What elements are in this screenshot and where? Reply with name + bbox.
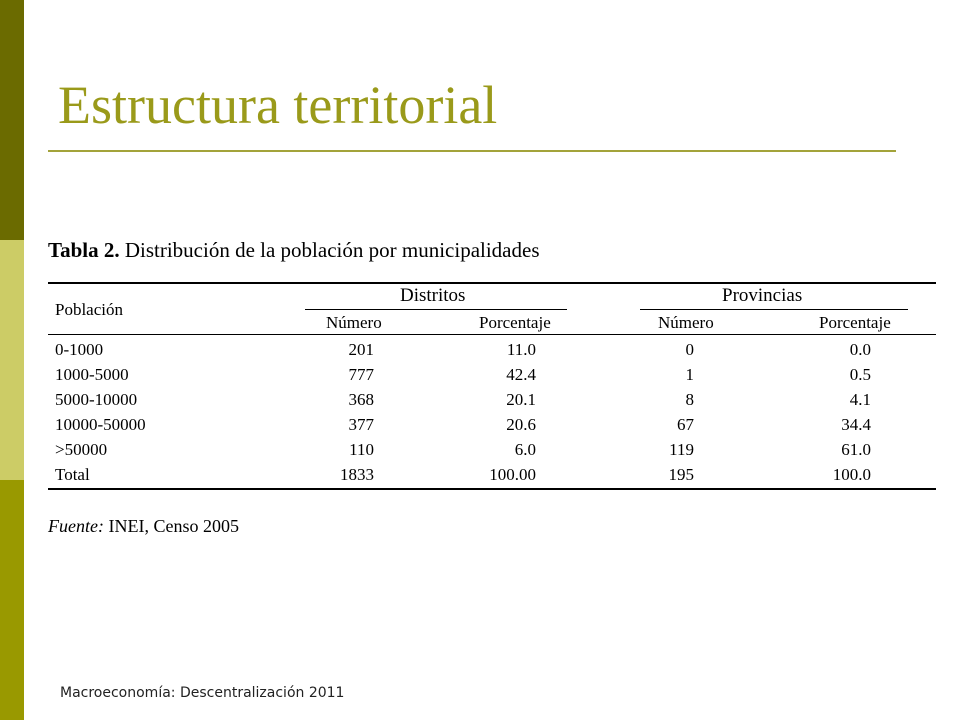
table-cell-distritos-porcentaje: 42.4 xyxy=(506,365,536,384)
source-label: Fuente: xyxy=(48,516,104,536)
table-caption-number: Tabla 2. xyxy=(48,238,120,262)
table-cell-distritos-porcentaje: 6.0 xyxy=(514,440,536,459)
table-cell-provincias-numero: 0 xyxy=(685,340,694,359)
subheader-distritos-numero: Número xyxy=(326,313,382,332)
table-header-rule xyxy=(48,334,936,335)
table-cell-distritos-porcentaje: 20.6 xyxy=(506,415,536,434)
table-bottom-rule xyxy=(48,488,936,490)
table-row-label: 10000-50000 xyxy=(55,415,146,434)
table-cell-provincias-porcentaje: 100.0 xyxy=(832,465,871,484)
table-cell-provincias-numero: 195 xyxy=(668,465,694,484)
table-row-label: 5000-10000 xyxy=(55,390,138,409)
table-caption xyxy=(48,238,540,263)
side-bar-middle xyxy=(0,240,24,480)
slide-footer: Macroeconomía: Descentralización 2011 xyxy=(60,685,345,701)
subheader-provincias-porcentaje: Porcentaje xyxy=(819,313,891,332)
side-bar-top xyxy=(0,0,24,240)
group-header-distritos: Distritos xyxy=(400,285,466,306)
table-row-label: Total xyxy=(55,465,90,484)
table-cell-provincias-numero: 67 xyxy=(677,415,694,434)
table-cell-provincias-numero: 1 xyxy=(685,365,694,384)
table-top-rule xyxy=(48,282,936,284)
table-cell-distritos-numero: 377 xyxy=(348,415,374,434)
table-source xyxy=(48,516,239,537)
table-cell-distritos-numero: 368 xyxy=(348,390,374,409)
table-cell-provincias-porcentaje: 34.4 xyxy=(841,415,871,434)
side-bar-bottom xyxy=(0,480,24,720)
table-cell-provincias-numero: 119 xyxy=(669,440,694,459)
table-cell-distritos-numero: 1833 xyxy=(340,465,374,484)
table-cell-distritos-porcentaje: 20.1 xyxy=(506,390,536,409)
subheader-provincias-numero: Número xyxy=(658,313,714,332)
title-underline xyxy=(48,150,896,152)
table-row-label: >50000 xyxy=(55,440,108,459)
table-cell-distritos-numero: 777 xyxy=(348,365,374,384)
table-cell-distritos-porcentaje: 100.00 xyxy=(489,465,536,484)
subheader-distritos-porcentaje: Porcentaje xyxy=(479,313,551,332)
table-cell-provincias-numero: 8 xyxy=(685,390,694,409)
slide-title: Estructura territorial xyxy=(58,75,498,135)
source-text: INEI, Censo 2005 xyxy=(108,516,239,536)
table-cell-distritos-numero: 110 xyxy=(349,440,374,459)
table-row-label: 0-1000 xyxy=(55,340,104,359)
table-cell-provincias-porcentaje: 0.0 xyxy=(849,340,871,359)
provincias-subrule xyxy=(640,309,908,310)
table-caption-text: Distribución de la población por municipalidades xyxy=(124,238,540,262)
table-cell-provincias-porcentaje: 4.1 xyxy=(849,390,871,409)
table-row-label: 1000-5000 xyxy=(55,365,129,384)
table-cell-provincias-porcentaje: 61.0 xyxy=(841,440,871,459)
row-header-poblacion: Población xyxy=(55,300,123,319)
table-cell-distritos-porcentaje: 11.0 xyxy=(506,340,536,359)
distritos-subrule xyxy=(305,309,567,310)
group-header-provincias: Provincias xyxy=(722,285,803,306)
table-cell-provincias-porcentaje: 0.5 xyxy=(849,365,871,384)
table-cell-distritos-numero: 201 xyxy=(348,340,374,359)
